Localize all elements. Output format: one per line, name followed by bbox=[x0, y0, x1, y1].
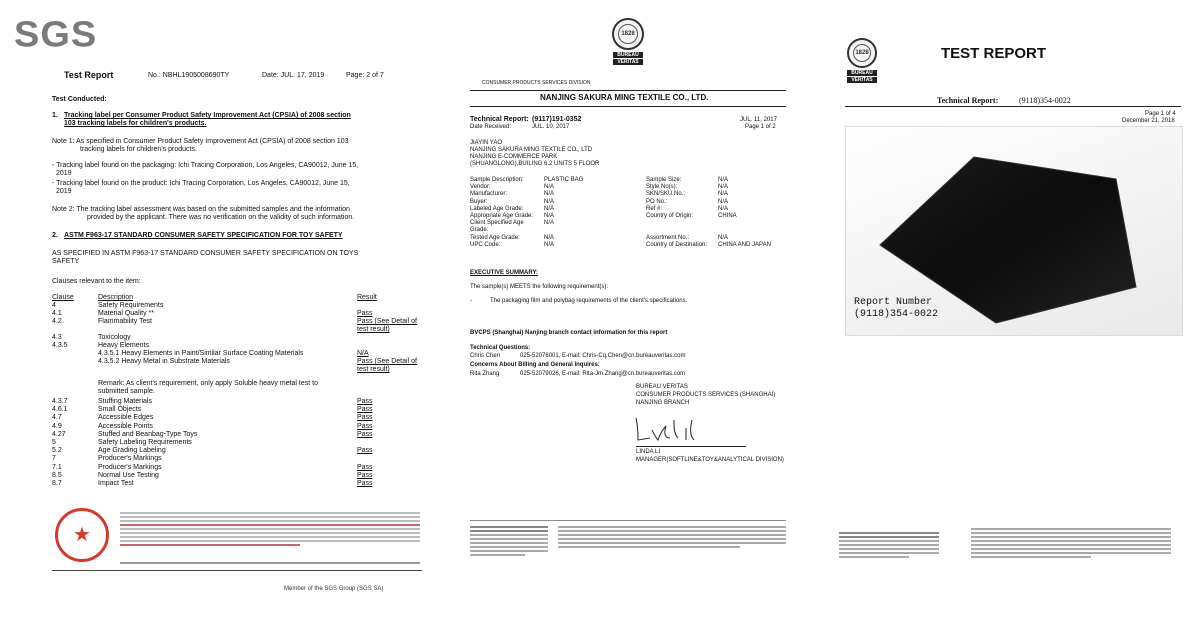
bv-field-value: N/A bbox=[544, 234, 555, 241]
section-1-title-line1: Tracking label per Consumer Product Safety Improvement Act (CPSIA) of 2008 section bbox=[64, 112, 351, 119]
bv-date-received: JUL. 10, 2017 bbox=[532, 124, 570, 130]
bv-logo: 1828 BUREAU VERITAS bbox=[610, 18, 646, 65]
clause-description: Heavy Elements bbox=[98, 342, 149, 349]
clause-result: test result) bbox=[357, 366, 390, 373]
bv-tech-contact-name: Chris Chen bbox=[470, 353, 501, 359]
clause-result: Pass bbox=[357, 398, 373, 405]
bv-field-label: Grade: bbox=[470, 227, 489, 234]
bv-signer-title: MANAGER(SOFTLINE&TOY&ANALYTICAL DIVISION) bbox=[636, 457, 784, 463]
bv2-header-rule bbox=[845, 106, 1181, 107]
bv2-footer-address bbox=[839, 530, 939, 560]
bv-billing-questions: Concerns About Billing and General Inquires: bbox=[470, 362, 600, 368]
bv-field-label: Appropriate Age Grade: bbox=[470, 213, 534, 219]
clause-number: 4.3.5 bbox=[52, 342, 68, 349]
clause-description: Safety Labeling Requirements bbox=[98, 439, 192, 446]
clause-number: 4.27 bbox=[52, 430, 66, 438]
clause-number: 4.3.7 bbox=[52, 398, 68, 405]
bv-logo-2: 1828 BUREAU VERITAS bbox=[845, 38, 879, 83]
spec-line1: AS SPECIFIED IN ASTM F963-17 STANDARD CONSUMER SAFETY SPECIFICATION ON TOYS bbox=[52, 250, 359, 257]
clause-number: 4.1 bbox=[52, 310, 62, 317]
bv2-technical-report-number: (9118)354-0022 bbox=[1019, 96, 1071, 105]
bv-field-label: Country of Destination: bbox=[646, 241, 708, 248]
clause-description: Material Quality ** bbox=[98, 310, 155, 317]
clause-result: Pass bbox=[357, 447, 373, 455]
bv-field-value: N/A bbox=[718, 191, 729, 198]
col-result-header: Result bbox=[357, 294, 377, 301]
clause-description: Normal Use Testing bbox=[98, 471, 159, 479]
col-description-header: Description bbox=[98, 294, 134, 301]
bv-contact-title: BVCPS (Shanghai) Nanjing branch contact information for this report bbox=[470, 330, 668, 336]
bv2-page-number: Page 1 of 4 bbox=[1145, 111, 1176, 117]
bv-field-value: N/A bbox=[718, 234, 729, 241]
clause-description: Safety Requirements bbox=[98, 302, 164, 309]
bv-tech-questions: Technical Questions: bbox=[470, 345, 531, 351]
bv-field-value: N/A bbox=[718, 205, 729, 212]
section-2-title: ASTM F963-17 STANDARD CONSUMER SAFETY SPECIFICATION FOR TOY SAFETY bbox=[64, 232, 343, 239]
clause-number: 4.2 bbox=[52, 318, 62, 325]
spec-line2: SAFETY bbox=[52, 258, 80, 265]
bv-address-line: NANJING E-COMMERCE PARK bbox=[470, 154, 558, 160]
bv-executive-summary-heading: EXECUTIVE SUMMARY: bbox=[470, 270, 539, 276]
bv-field-label: PO No.: bbox=[646, 198, 668, 205]
bv-date-received-label: Date Received: bbox=[470, 124, 512, 130]
clause-description: 4.3.5.1 Heavy Elements in Paint/Similar Surface Coating Materials bbox=[98, 350, 304, 357]
clause-number: 7 bbox=[52, 455, 56, 463]
bv-address-line: (SHUANGLONG),BUILING 6.2 UNITS 5 FLOOR bbox=[470, 161, 600, 167]
note-1-line1: Note 1: As specified in Consumer Product Safety Improvement Act (CPSIA) of 2008 section 103 bbox=[52, 138, 349, 145]
bv-field-value: N/A bbox=[544, 241, 555, 248]
bv-signature-line bbox=[636, 446, 746, 447]
bv-field-value: N/A bbox=[544, 220, 555, 227]
bv-field-value: PLASTIC BAG bbox=[544, 177, 584, 183]
clause-number: 4.3 bbox=[52, 334, 62, 341]
report-number-label: Report Number bbox=[854, 297, 933, 308]
bv-org-line2: CONSUMER PRODUCTS SERVICES (SHANGHAI) bbox=[636, 392, 776, 398]
clause-number: 4.7 bbox=[52, 414, 62, 422]
bv-address-line: JIAYIN YAO bbox=[470, 140, 503, 146]
bv-requirement-dash: - bbox=[470, 298, 472, 304]
clause-result: Pass bbox=[357, 480, 373, 487]
bv-technical-report-page bbox=[440, 0, 815, 626]
clause-description: Flammability Test bbox=[98, 318, 152, 325]
bv-page-number: Page 1 of 2 bbox=[745, 124, 776, 130]
clause-description: Small Objects bbox=[98, 406, 142, 414]
section-2-number: 2. bbox=[52, 232, 58, 239]
bv-field-value: N/A bbox=[544, 184, 555, 191]
bv2-report-date: December 21, 2018 bbox=[1122, 118, 1175, 124]
sgs-report-label: Test Report bbox=[64, 70, 114, 80]
clause-result: Pass bbox=[357, 414, 373, 422]
bv-requirement-item: The packaging film and polybag requirements of the client's specifications. bbox=[490, 298, 688, 304]
clause-description: Accessible Edges bbox=[98, 414, 154, 422]
clause-description: 4.3.5.2 Heavy Metal in Substrate Materials bbox=[98, 358, 230, 365]
clause-number: 8.5 bbox=[52, 471, 62, 479]
clauses-relevant: Clauses relevant to the item: bbox=[52, 278, 141, 285]
note-2-line2: provided by the applicant. There was no verification on the validity of such information. bbox=[87, 214, 355, 221]
clause-number: 5 bbox=[52, 439, 56, 446]
bv-field-label: UPC Code: bbox=[470, 241, 501, 248]
bv-company-name: NANJING SAKURA MING TEXTILE CO., LTD. bbox=[540, 93, 709, 102]
sgs-member-footer: Member of the SGS Group (SGS SA) bbox=[284, 586, 384, 592]
bv-technical-report-label: Technical Report: bbox=[470, 116, 529, 123]
bv-tech-contact-details: 025-52076001, E-mail: Chris-Cq.Chen@cn.bureauveritas.com bbox=[520, 353, 686, 359]
clause-number: 8.7 bbox=[52, 480, 62, 487]
bv-field-label: Style No(s): bbox=[646, 184, 678, 191]
sgs-footer-rule bbox=[52, 570, 422, 571]
col-clause-header: Clause bbox=[52, 294, 74, 301]
bv-field-label: Country of Origin: bbox=[646, 213, 694, 219]
bv-technical-report-number: (9117)191-0352 bbox=[532, 116, 582, 123]
clause-result: Pass (See Detail of bbox=[357, 358, 417, 365]
bv-field-value: N/A bbox=[544, 191, 555, 198]
bv-field-value: CHINA bbox=[718, 213, 737, 219]
bv-field-value: N/A bbox=[718, 184, 729, 191]
bv-field-value: CHINA AND JAPAN bbox=[718, 241, 771, 248]
bv-footer-legal bbox=[558, 524, 786, 550]
clause-description: Impact Test bbox=[98, 480, 134, 487]
bv-field-value: N/A bbox=[718, 177, 729, 183]
clause-result: N/A bbox=[357, 350, 369, 357]
clause-description: Age Grading Labeling bbox=[98, 447, 166, 455]
test-conducted-heading: Test Conducted: bbox=[52, 96, 107, 103]
clause-result: Pass bbox=[357, 471, 373, 479]
clause-description: Toxicology bbox=[98, 334, 131, 341]
bv-signer-name: LINDA LI bbox=[636, 449, 661, 455]
sgs-page-number: Page: 2 of 7 bbox=[346, 72, 384, 79]
sgs-address-fineprint bbox=[120, 560, 420, 566]
sgs-legal-fineprint bbox=[120, 510, 420, 548]
clause-description: Accessible Points bbox=[98, 422, 153, 430]
bv-header-rule-2 bbox=[470, 106, 786, 107]
test-report-title: TEST REPORT bbox=[941, 45, 1047, 62]
sgs-logo: SGS bbox=[14, 15, 98, 55]
bv-field-label: SKN/SKU No.: bbox=[646, 191, 686, 198]
tracking-product-line1: - Tracking label found on the product: Ichi Tracing Corporation, Los Angeles, CA90012, June 15, bbox=[52, 180, 350, 187]
clause-number: 4.6.1 bbox=[52, 406, 68, 414]
clause-number: 5.2 bbox=[52, 447, 62, 455]
sgs-red-stamp: ★ bbox=[55, 508, 109, 562]
clause-result: test result) bbox=[357, 326, 390, 333]
clause-result: Pass bbox=[357, 406, 373, 414]
report-number-value: (9118)354-0022 bbox=[854, 309, 939, 320]
section-1-number: 1. bbox=[52, 112, 58, 119]
bv-field-label: Ref #: bbox=[646, 205, 663, 212]
bv2-technical-report-label: Technical Report: bbox=[937, 96, 999, 105]
clause-result: Pass bbox=[357, 310, 373, 317]
bv-signature bbox=[630, 412, 710, 446]
clause-result: Pass bbox=[357, 422, 373, 430]
sample-photo bbox=[845, 126, 1183, 336]
bv-address-line: NANJING SAKURA MING TEXTILE CO., LTD bbox=[470, 147, 593, 153]
clause-number: 4.9 bbox=[52, 422, 62, 430]
bv-field-label: Sample Description: bbox=[470, 177, 524, 183]
clause-result: Pass bbox=[357, 430, 373, 438]
bv-org-line3: NANJING BRANCH bbox=[636, 400, 690, 406]
bv-meets-requirements: The sample(s) MEETS the following requirement(s): bbox=[470, 284, 609, 290]
bv-billing-contact-details: 025-52079026, E-mail: Rita-Jm.Zhang@cn.bureauveritas.com bbox=[520, 371, 686, 377]
clause-result: Pass (See Detail of bbox=[357, 318, 417, 325]
bv2-footer-legal bbox=[971, 526, 1171, 560]
bv-field-label: Manufacturer: bbox=[470, 191, 508, 198]
clause-description: Stuffed and Beanbag-Type Toys bbox=[98, 430, 198, 438]
remark-line1: Remark: As client's requirement, only apply Soluble heavy metal test to bbox=[98, 380, 318, 387]
bv-division: CONSUMER PRODUCTS SERVICES DIVISION bbox=[482, 80, 591, 86]
clause-number: 4 bbox=[52, 302, 56, 309]
clause-result: Pass bbox=[357, 463, 373, 471]
sgs-report-number: No.: NBHL1905008690TY bbox=[148, 72, 230, 79]
sgs-report-date: Date: JUL. 17, 2019 bbox=[262, 72, 325, 79]
note-2-line1: Note 2: The tracking label assessment was based on the submitted samples and the information bbox=[52, 206, 350, 213]
section-1-title-line2: 103 tracking labels for children's products. bbox=[64, 120, 207, 127]
bv-report-date: JUL. 11, 2017 bbox=[740, 117, 777, 123]
bv-org-line1: BUREAU VERITAS bbox=[636, 384, 688, 390]
bv-field-value: N/A bbox=[544, 198, 555, 205]
bv-footer-rule bbox=[470, 520, 786, 521]
bv-billing-contact-name: Rita Zhang bbox=[470, 371, 500, 377]
bv-field-value: N/A bbox=[544, 205, 555, 212]
bv-field-label: Tested Age Grade: bbox=[470, 234, 520, 241]
remark-line2: submitted sample. bbox=[98, 388, 155, 395]
bv-footer-address bbox=[470, 524, 548, 558]
bv-field-label: Sample Size: bbox=[646, 177, 682, 183]
clause-description: Producer's Markings bbox=[98, 455, 162, 463]
bv-header-rule bbox=[470, 90, 786, 91]
clause-number: 7.1 bbox=[52, 463, 62, 471]
tracking-packaging-line1: - Tracking label found on the packaging: Ichi Tracing Corporation, Los Angeles, CA90012, June 15, bbox=[52, 162, 359, 169]
bv-field-value: N/A bbox=[718, 198, 729, 205]
bv-field-value: N/A bbox=[544, 213, 555, 219]
bv-field-label: Vendor: bbox=[470, 184, 491, 191]
bv-field-label: Labeled Age Grade: bbox=[470, 205, 524, 212]
note-1-line2: tracking labels for children's products. bbox=[80, 146, 197, 153]
clause-description: Producer's Markings bbox=[98, 463, 162, 471]
bv-field-label: Buyer: bbox=[470, 198, 488, 205]
bv-field-label: Assortment No.: bbox=[646, 234, 690, 241]
tracking-packaging-line2: 2019 bbox=[56, 170, 72, 177]
clause-description: Stuffing Materials bbox=[98, 398, 152, 405]
tracking-product-line2: 2019 bbox=[56, 188, 72, 195]
bv-field-label: Client Specified Age bbox=[470, 220, 524, 227]
sgs-report-page bbox=[0, 0, 440, 626]
bv-test-report-page bbox=[825, 0, 1200, 626]
